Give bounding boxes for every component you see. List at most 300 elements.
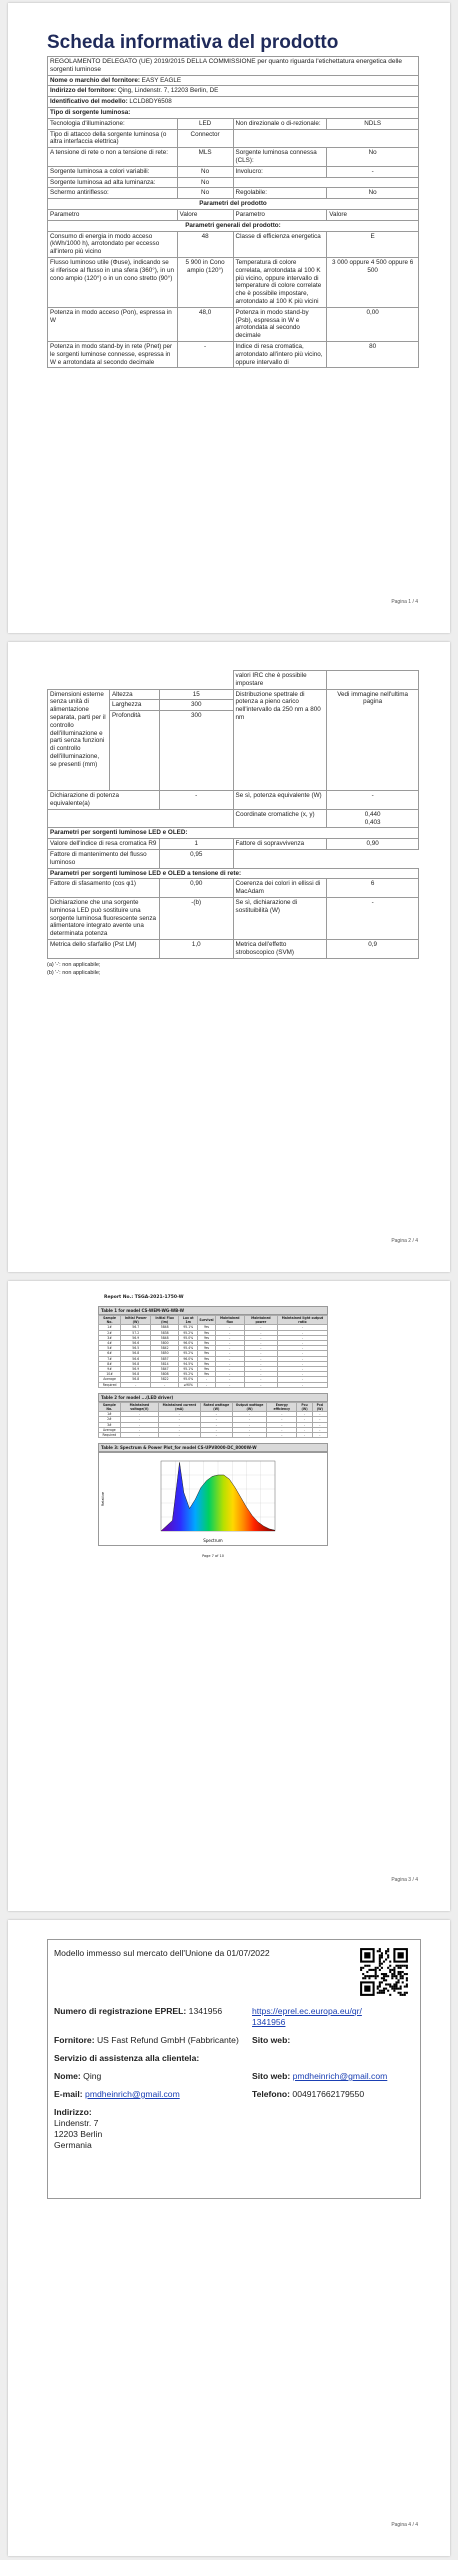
address-label: Indirizzo: (54, 2107, 92, 2117)
qr-module (381, 1973, 383, 1975)
driver-table-cell: - (159, 1417, 201, 1422)
qr-module (370, 1975, 372, 1977)
flux-table-cell: - (277, 1361, 327, 1366)
document-page-3 (8, 1281, 450, 1911)
qr-module (375, 1977, 377, 1979)
net-standby-value: - (177, 341, 233, 367)
qr-module (379, 1969, 381, 1971)
qr-module (385, 1973, 387, 1975)
qr-module (398, 1967, 400, 1969)
qr-module (377, 1986, 379, 1988)
qr-module (381, 1992, 383, 1994)
qr-module (391, 1969, 393, 1971)
page-number-2: Pagina 2 / 4 (391, 1238, 418, 1244)
supplier-address-label: Indirizzo del fornitore: (50, 87, 117, 95)
spectrum-y-label: Relative (101, 1492, 105, 1507)
qr-module (364, 1965, 366, 1967)
qr-module (377, 1988, 379, 1990)
flux-table-cell: - (215, 1351, 244, 1356)
replacement-claim-value: -(b) (159, 897, 233, 939)
qr-module (381, 1990, 383, 1992)
r9-value: 1 (159, 839, 233, 850)
width-label: Larghezza (109, 700, 159, 711)
page-number-1: Pagina 1 / 4 (391, 599, 418, 605)
qr-module (391, 1977, 393, 1979)
driver-table-cell: - (200, 1433, 232, 1438)
qr-module (360, 1969, 362, 1971)
qr-module (400, 1973, 402, 1975)
qr-module (395, 1983, 397, 1985)
flux-table-cell: - (121, 1382, 151, 1387)
on-power-value: 48,0 (177, 307, 233, 341)
flux-table-cell: - (277, 1377, 327, 1382)
flux-table-cell: 95.0% (179, 1335, 198, 1340)
qr-module (389, 1965, 391, 1967)
cap-label: Tipo di attacco della sorgente luminosa (o altra interfaccia elettrica) (48, 129, 178, 148)
flux-table-cell: 95.1% (179, 1325, 198, 1330)
flux-table-cell: - (244, 1367, 277, 1372)
driver-table-header-cell: Energy efficiency (267, 1402, 297, 1411)
qr-module (381, 1963, 383, 1965)
page-number-3: Pagina 3 / 4 (391, 1877, 418, 1883)
qr-module (393, 1973, 395, 1975)
qr-module (379, 1965, 381, 1967)
flux-table-cell: - (277, 1367, 327, 1372)
flux-table-cell: - (244, 1325, 277, 1330)
driver-table-cell: - (159, 1412, 201, 1417)
flux-test-table (98, 1315, 328, 1388)
qr-module (366, 1971, 368, 1973)
flux-table-cell: - (215, 1367, 244, 1372)
website-label: Sito web: (252, 2035, 291, 2045)
cri-value: 80 (327, 341, 419, 367)
qr-module (364, 1977, 366, 1979)
flux-table-cell: - (244, 1330, 277, 1335)
flux-table-cell: - (151, 1382, 179, 1387)
driver-table-cell: - (297, 1427, 312, 1432)
equivalent-watts-value: - (327, 791, 419, 810)
qr-module (375, 1967, 377, 1969)
supplier-address: Qing, Lindenstr. 7, 12203 Berlin, DE (117, 87, 219, 95)
driver-table-cell: - (312, 1422, 327, 1427)
qr-module (385, 1983, 387, 1985)
qr-module (395, 1988, 397, 1990)
equivalent-power-label: Dichiarazione di potenza equivalente(a) (48, 791, 160, 810)
spectrum-frame (98, 1452, 328, 1546)
flux-table-cell: 2# (99, 1330, 121, 1335)
chromaticity-value: 0,440 0,403 (327, 809, 419, 828)
document-page-2 (8, 642, 450, 1272)
energy-consumption-value: 48 (177, 231, 233, 257)
qr-module (400, 1992, 402, 1994)
address-block (54, 2107, 102, 2151)
nondir-label: Non direzionale o di-rezionale: (233, 118, 327, 129)
cri-label: Indice di resa cromatica, arrotondato all'intero più vicino, oppure intervallo di (233, 341, 327, 367)
qr-module (383, 1975, 385, 1977)
mains-led-params-title: Parametri per sorgenti luminose LED e OLED a tensione di rete: (48, 868, 419, 879)
driver-table-cell: - (159, 1427, 201, 1432)
spectrum-chart (99, 1453, 327, 1545)
stroboscopic-value: 0,9 (327, 939, 419, 958)
dimensions-label: Dimensioni esterne senza unità di alimentazione separata, parti per il controllo dell'illuminazione e parti senza funzioni di controllo dell'illuminazione, se presenti (mm) (48, 689, 110, 791)
qr-module (393, 1971, 395, 1973)
envelope-label: Involucro: (233, 166, 327, 177)
net-standby-label: Potenza in modo stand-by in rete (Pnet) per le sorgenti luminose connesse, espressa in W e arrotondata al secondo decimale (48, 341, 178, 367)
displacement-value: 0,90 (159, 879, 233, 898)
qr-module (406, 1979, 408, 1981)
page-2-content (47, 670, 419, 977)
address-line-2: 12203 Berlin (54, 2129, 103, 2139)
qr-module (379, 1956, 381, 1958)
flux-table-cell: 95.0% (179, 1377, 198, 1382)
driver-table-header-cell: Pcu (W) (297, 1402, 312, 1411)
flux-table-cell: 56.8 (121, 1351, 151, 1356)
product-info-table (47, 56, 419, 368)
standby-power-label: Potenza in modo stand-by (Psb), espressa in W e arrotondata al secondo decimale (233, 307, 327, 341)
survival-label: Fattore di sopravvivenza (233, 839, 327, 850)
qr-module (379, 1950, 381, 1952)
qr-module (366, 1965, 368, 1967)
qr-module (379, 1958, 381, 1960)
qr-module (381, 1981, 383, 1983)
qr-module (406, 1983, 408, 1985)
qr-module (402, 1975, 404, 1977)
qr-module (383, 1988, 385, 1990)
qr-module (379, 1986, 381, 1988)
flux-table-cell: 95.2% (179, 1351, 198, 1356)
flux-table-cell: - (215, 1377, 244, 1382)
qr-module (379, 1983, 381, 1985)
flux-table-cell: 5848 (151, 1335, 179, 1340)
flux-table-cell: 56.6 (121, 1356, 151, 1361)
flux-table-header-cell: Initial Power (W) (121, 1316, 151, 1325)
flux-table-cell: 5814 (151, 1361, 179, 1366)
height-label: Altezza (109, 689, 159, 700)
qr-module (385, 1979, 387, 1981)
qr-module (404, 1994, 406, 1996)
flux-table-cell: Yes (198, 1351, 215, 1356)
document-title: Scheda informativa del prodotto (47, 32, 339, 53)
driver-table-cell: - (120, 1417, 158, 1422)
flux-table-header-cell: Initial Flux (lm) (151, 1316, 179, 1325)
on-power-label: Potenza in modo acceso (Pon), espressa in W (48, 307, 178, 341)
qr-module (398, 1971, 400, 1973)
spd-value: Vedi immagine nell'ultima pagina (327, 689, 419, 791)
driver-table-cell: - (159, 1422, 201, 1427)
page-1-content (47, 31, 419, 368)
cri-range-label-cont: valori IRC che è possibile impostare (233, 671, 327, 690)
eprel-link[interactable]: https://eprel.ec.europa.eu/qr/1341956 (252, 2006, 362, 2027)
flux-table-cell: 8# (99, 1361, 121, 1366)
replacement-watts-label: Se sì, dichiarazione di sostituibilità (W) (233, 897, 327, 939)
driver-table-cell: - (200, 1427, 232, 1432)
market-date-text: Modello immesso sul mercato dell'Unione da 01/07/2022 (54, 1948, 270, 1958)
flux-table-cell: 56.8 (121, 1361, 151, 1366)
driver-table-header-cell: Output wattage (W) (233, 1402, 267, 1411)
flux-table-cell: 96.0% (179, 1356, 198, 1361)
flux-table-cell: Yes (198, 1325, 215, 1330)
driver-table-cell: Required (99, 1433, 121, 1438)
driver-table-cell: - (233, 1417, 267, 1422)
replacement-claim-label: Dichiarazione che una sorgente luminosa LED può sostituire una sorgente luminosa fluorescente senza alimentatore integrato avente una determinata potenza (48, 897, 160, 939)
qr-module (387, 1954, 389, 1956)
footnote-a: (a) '-': non applicabile; (47, 961, 101, 968)
driver-table-cell: 3# (99, 1422, 121, 1427)
qr-module (400, 1967, 402, 1969)
standby-power-value: 0,00 (327, 307, 419, 341)
flux-table-cell: - (215, 1325, 244, 1330)
flux-table-cell: Yes (198, 1356, 215, 1361)
qr-module (379, 1990, 381, 1992)
document-page-4 (8, 1920, 450, 2556)
flux-table-cell: - (215, 1372, 244, 1377)
stroboscopic-label: Metrica dell'effetto stroboscopico (SVM) (233, 939, 327, 958)
flux-table-cell: - (277, 1330, 327, 1335)
flux-table-cell: 5800 (151, 1341, 179, 1346)
flux-table-cell: - (277, 1335, 327, 1340)
qr-module (400, 1965, 402, 1967)
qr-module (389, 1971, 391, 1973)
flux-table-cell: 1# (99, 1325, 121, 1330)
qr-module (381, 1967, 383, 1969)
qr-module (398, 1952, 404, 1958)
report-number: Report No.: TSGA-2021-1750-W (104, 1295, 184, 1300)
qr-module (391, 1988, 393, 1990)
qr-module (393, 1975, 395, 1977)
flux-table-cell: - (244, 1346, 277, 1351)
driver-table-header-cell: Rated wattage (W) (200, 1402, 232, 1411)
depth-label: Profondità (109, 711, 159, 791)
cct-value: 3 000 oppure 4 500 oppure 6 500 (327, 257, 419, 307)
driver-table-header-row (99, 1402, 328, 1411)
tech-value: LED (177, 118, 233, 129)
flux-table-cell: - (277, 1382, 327, 1387)
driver-table-cell: - (120, 1412, 158, 1417)
flux-table-cell: 5842 (151, 1346, 179, 1351)
qr-module (398, 1965, 400, 1967)
flux-table-cell: - (215, 1335, 244, 1340)
page-number-4: Pagina 4 / 4 (391, 2522, 418, 2528)
r9-label: Valore dell'indice di resa cromatica R9 (48, 839, 160, 850)
qr-module (385, 1988, 387, 1990)
qr-module (364, 1975, 366, 1977)
driver-table-cell: - (200, 1417, 232, 1422)
driver-table-cell: - (312, 1417, 327, 1422)
qr-module (402, 1965, 404, 1967)
colour-value: No (177, 166, 233, 177)
qr-module (402, 1971, 404, 1973)
envelope-value: - (327, 166, 419, 177)
qr-module (395, 1977, 397, 1979)
name-value: Qing (83, 2071, 102, 2081)
flux-table-cell: ≥90% (179, 1382, 198, 1387)
test-report-image (68, 1295, 390, 1605)
report-page-footer: Page 7 of 10 (202, 1554, 224, 1559)
email-link[interactable]: pmdheinrich@gmail.com (85, 2089, 180, 2099)
driver-table-cell: Average (99, 1427, 121, 1432)
mains-value: MLS (177, 148, 233, 167)
regulation-text: REGOLAMENTO DELEGATO (UE) 2019/2015 DELLA COMMISSIONE per quanto riguarda l'etichettatura energetica delle sorgenti luminose (48, 57, 419, 76)
driver-table-cell: - (297, 1417, 312, 1422)
qr-module (362, 1967, 364, 1969)
mains-label: A tensione di rete o non a tensione di rete: (48, 148, 178, 167)
flux-table-cell: 5848 (151, 1325, 179, 1330)
qr-module (387, 1950, 389, 1952)
qr-module (395, 1965, 397, 1967)
model-label: Identificativo del modello: (50, 98, 128, 106)
qr-module (383, 1977, 385, 1979)
qr-module (400, 1988, 402, 1990)
driver-table-cell: - (267, 1433, 297, 1438)
cap-value: Connector (177, 129, 233, 148)
flux-table-cell: - (215, 1382, 244, 1387)
email-label: E-mail: (54, 2089, 83, 2099)
qr-module (406, 1992, 408, 1994)
driver-table-cell: - (159, 1433, 201, 1438)
qr-module (400, 1986, 402, 1988)
qr-module (381, 1977, 383, 1979)
qr-module (381, 1952, 383, 1954)
qr-module (395, 1975, 397, 1977)
table2-caption: Table 2 for model ...(LED driver) (98, 1393, 328, 1402)
flux-table-cell: 6# (99, 1351, 121, 1356)
eprel-qr-code[interactable] (358, 1946, 410, 1998)
flux-table-cell: 9# (99, 1367, 121, 1372)
flux-table-cell: - (277, 1372, 327, 1377)
flux-table-cell: 7# (99, 1356, 121, 1361)
high-luminance-label: Sorgente luminosa ad alta luminanza: (48, 177, 178, 188)
qr-module (377, 1992, 379, 1994)
flux-table-cell: 95.2% (179, 1372, 198, 1377)
header-param: Parametro (48, 209, 178, 220)
driver-table-cell: - (267, 1427, 297, 1432)
address-line-3: Germania (54, 2140, 92, 2150)
name-label: Nome: (54, 2071, 81, 2081)
website2-link[interactable]: pmdheinrich@gmail.com (292, 2071, 388, 2081)
qr-module (406, 1973, 408, 1975)
qr-module (362, 1977, 364, 1979)
spectrum-caption: Table 3: Spectrum & Power Plot_for model CS-UPV8000-DC_8000W-W (98, 1443, 328, 1452)
website2-label: Sito web: (252, 2071, 291, 2081)
qr-module (406, 1967, 408, 1969)
flux-table-cell: 56.9 (121, 1335, 151, 1340)
table1-caption: Table 1 for model CS-WEM-WG-WB-W (98, 1306, 328, 1315)
flux-table-cell: - (244, 1351, 277, 1356)
driver-table-cell: 1# (99, 1412, 121, 1417)
flux-table-header-cell: Maintained flux (215, 1316, 244, 1325)
flux-table-cell: - (244, 1335, 277, 1340)
qr-module (393, 1990, 395, 1992)
driver-table-cell: - (267, 1412, 297, 1417)
flux-table-cell: - (215, 1356, 244, 1361)
driver-table-cell: - (233, 1427, 267, 1432)
driver-table-cell: - (297, 1412, 312, 1417)
tech-label: Tecnologia d'illuminazione: (48, 118, 178, 129)
flux-table-header-row (99, 1316, 328, 1325)
flicker-label: Metrica dello sfarfallio (Pst LM) (48, 939, 160, 958)
driver-table-cell: - (267, 1422, 297, 1427)
qr-module (391, 1975, 393, 1977)
eprel-label: Numero di registrazione EPREL: (54, 2006, 187, 2016)
qr-module (375, 1969, 377, 1971)
driver-table-cell: - (200, 1412, 232, 1417)
qr-module (404, 1992, 406, 1994)
flux-table-cell: Yes (198, 1335, 215, 1340)
customer-service-title: Servizio di assistenza alla clientela: (54, 2053, 200, 2063)
flux-table-cell: - (215, 1346, 244, 1351)
supplier-value: US Fast Refund GmbH (Fabbricante) (96, 2035, 239, 2045)
qr-module (377, 1950, 379, 1952)
qr-module (406, 1977, 408, 1979)
flux-table-cell: - (277, 1351, 327, 1356)
flux-table-cell: 56.7 (121, 1325, 151, 1330)
driver-table-cell: - (120, 1427, 158, 1432)
phone-value: 004917662179550 (292, 2089, 365, 2099)
driver-table-cell: - (120, 1422, 158, 1427)
flux-table-cell: 56.8 (121, 1372, 151, 1377)
qr-module (383, 1992, 385, 1994)
height-value: 15 (159, 689, 233, 700)
eprel-number: 1341956 (188, 2006, 223, 2016)
flux-table-cell: 56.6 (121, 1341, 151, 1346)
width-value: 300 (159, 700, 233, 711)
qr-module (391, 1973, 393, 1975)
flux-table-cell: 4# (99, 1341, 121, 1346)
qr-module (402, 1977, 404, 1979)
luminous-flux-label: Flusso luminoso utile (Φuse), indicando se si riferisce al flusso in una sfera (360°), in un cono ampio (120°) o in un cono stretto (90°) (48, 257, 178, 307)
flux-table-header-cell: Sample No. (99, 1316, 121, 1325)
qr-module (387, 1975, 389, 1977)
survival-value: 0,90 (327, 839, 419, 850)
driver-table-header-cell: Maintained voltage(V) (120, 1402, 158, 1411)
driver-table-cell: - (297, 1422, 312, 1427)
flux-table-cell: - (244, 1356, 277, 1361)
qr-module (375, 1971, 377, 1973)
qr-module (383, 1990, 385, 1992)
glare-value: No (177, 188, 233, 199)
flux-table-cell: - (198, 1377, 215, 1382)
qr-module (385, 1952, 387, 1954)
header-value: Valore (177, 209, 233, 220)
flux-table-cell: 3# (99, 1335, 121, 1340)
colour-label: Sorgente luminosa a colori variabili: (48, 166, 178, 177)
qr-module (402, 1981, 404, 1983)
qr-module (406, 1986, 408, 1988)
flicker-value: 1,0 (159, 939, 233, 958)
source-type-heading: Tipo di sorgente luminosa: (48, 107, 419, 118)
qr-module (379, 1963, 381, 1965)
phone-label: Telefono: (252, 2089, 291, 2099)
qr-module (375, 1975, 377, 1977)
qr-module (383, 1979, 385, 1981)
qr-module (387, 1990, 389, 1992)
qr-module (389, 1983, 391, 1985)
equivalent-power-value: - (159, 791, 233, 810)
qr-module (400, 1994, 402, 1996)
flux-table-cell: Yes (198, 1372, 215, 1377)
footnote-b: (b) '-': non applicabile; (47, 969, 101, 976)
qr-module (385, 1950, 387, 1952)
driver-table-cell: - (233, 1412, 267, 1417)
qr-module (400, 1971, 402, 1973)
spd-label: Distribuzione spettrale di potenza a pieno carico nell'intervallo da 250 nm a 800 nm (233, 689, 327, 791)
cct-label: Temperatura di colore correlata, arrotondata al 100 K più vicino, oppure intervallo di temperature di colore correlate che è possibile impostare, arrotondato al 100 K più vicini (233, 257, 327, 307)
document-page-1 (8, 3, 450, 633)
equivalent-watts-label: Se sì, potenza equivalente (W) (233, 791, 327, 810)
qr-module (398, 1988, 400, 1990)
flux-table-cell: 95.1% (179, 1367, 198, 1372)
qr-module (375, 1973, 377, 1975)
